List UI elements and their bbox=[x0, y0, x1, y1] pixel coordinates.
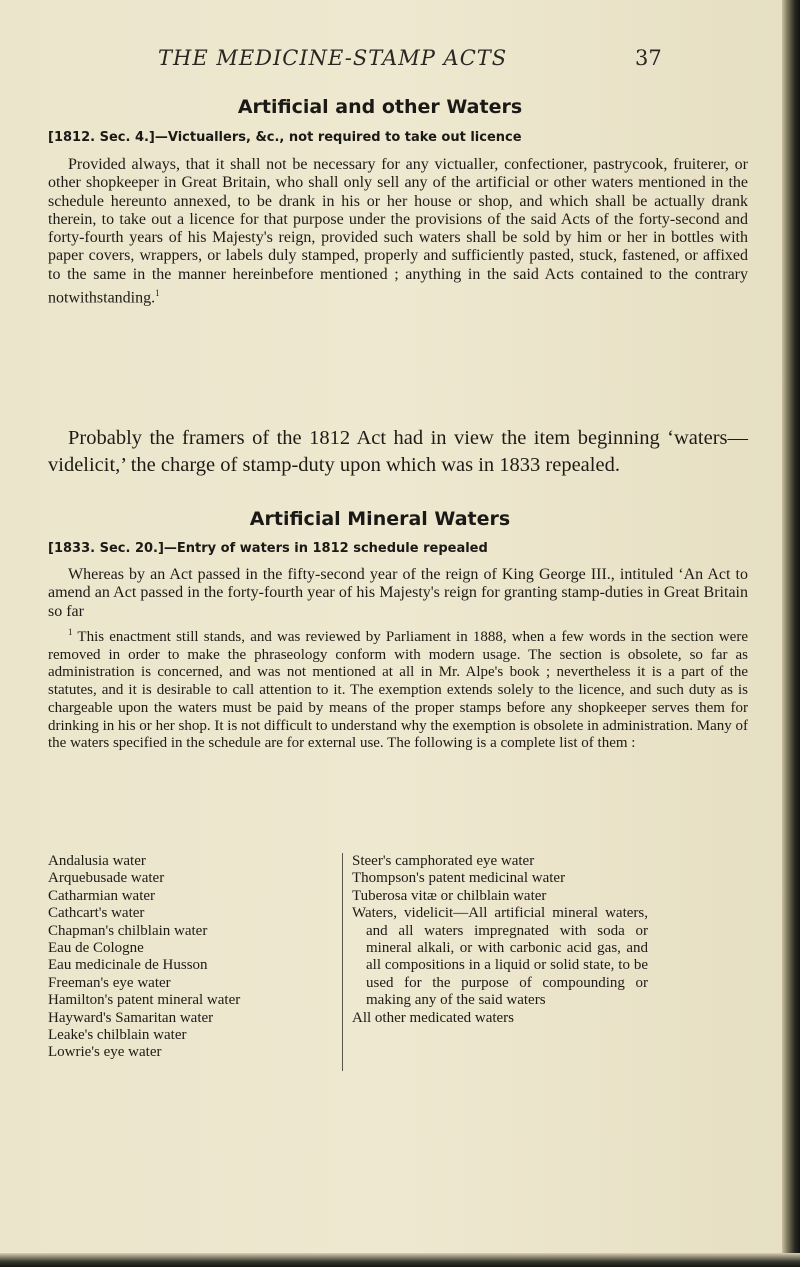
page-bottom-shadow bbox=[0, 1253, 800, 1267]
list-item: Cathcart's water bbox=[48, 905, 145, 922]
list-item: Tuberosa vitæ or chilblain water bbox=[352, 887, 547, 904]
list-item: Catharmian water bbox=[48, 887, 156, 904]
list-item: Andalusia water bbox=[48, 853, 146, 869]
column-divider bbox=[342, 853, 343, 1071]
running-title: THE MEDICINE-STAMP ACTS bbox=[158, 46, 508, 70]
section-subheading-1833: [1833. Sec. 20.]—Entry of waters in 1812 schedule repealed bbox=[48, 541, 488, 556]
section-subheading-1812: [1812. Sec. 4.]—Victuallers, &c., not required to take out licence bbox=[48, 130, 522, 145]
list-item: Lowrie's eye water bbox=[48, 1044, 162, 1061]
list-item: Eau medicinale de Husson bbox=[48, 957, 208, 974]
list-item: Hamilton's patent mineral water bbox=[48, 992, 241, 1009]
footnote-ref: 1 bbox=[155, 288, 160, 299]
list-item: Freeman's eye water bbox=[48, 974, 171, 991]
section-1833-text: Whereas by an Act passed in the fifty-second year of the reign of King George III., intituled ‘An Act to amend an Act passed in the forty-fourth year of his Majesty's reign for granting stamp-duties in Great Britain so far bbox=[48, 566, 748, 620]
footnote bbox=[48, 624, 748, 753]
list-item: All other medicated waters bbox=[352, 1009, 515, 1026]
waters-list-left bbox=[48, 853, 348, 1062]
footnote-text: This enactment still stands, and was reviewed by Parliament in 1888, when a few words in the section were removed in order to make the phraseology conform with modern usage. The section is obsolete, so far as administration is concerned, and was not mentioned at all in Mr. Alpe's book ; nevertheless it is a part of the statutes, and it is desirable to call attention to it. The exemption extends solely to the licence, and such duty as is chargeable upon the waters must be paid by means of the proper stamps before any shopkeeper serves them for drinking in his or her shop. It is not difficult to understand why the exemption is obsolete in administration. Many of the waters specified in the schedule are for external use. The following is a complete list of them : bbox=[48, 629, 748, 752]
page-header bbox=[0, 46, 760, 76]
waters-list-right bbox=[352, 853, 648, 1027]
section-heading-mineral-waters: Artificial Mineral Waters bbox=[249, 508, 511, 530]
list-item: Leake's chilblain water bbox=[48, 1027, 187, 1044]
section-1812-text bbox=[48, 156, 748, 308]
commentary-paragraph: Probably the framers of the 1812 Act had in view the item beginning ‘waters—videlicit,’ the charge of stamp-duty upon which was in 1833 repealed. bbox=[48, 427, 748, 476]
page-edge-shadow bbox=[782, 0, 800, 1267]
list-item: Hayward's Samaritan water bbox=[48, 1009, 214, 1026]
section-1812-body: Provided always, that it shall not be necessary for any victualler, confectioner, pastrycook, fruiterer, or other shopkeeper in Great Britain, who shall only sell any of the artificial or other waters mentioned in the schedule hereunto annexed, to be drank in his or her house or shop, and which shall be actually drank therein, to take out a licence for that purpose under the provisions of the said Acts of the forty-second and forty-fourth years of his Majesty's reign, provided such waters shall be sold by him or her in bottles with paper covers, wrappers, or labels duly stamped, properly and sufficiently pasted, stuck, fastened, or affixed to the same in the manner hereinbefore mentioned ; anything in the said Acts contained to the contrary notwithstanding. bbox=[48, 156, 748, 307]
page-number: 37 bbox=[635, 46, 662, 70]
list-item: Chapman's chilblain water bbox=[48, 922, 208, 939]
list-item: Eau de Cologne bbox=[48, 940, 144, 957]
footnote-marker: 1 bbox=[68, 627, 73, 637]
list-item: Arquebusade water bbox=[48, 870, 165, 887]
list-item: Waters, videlicit—All artificial mineral waters, and all waters impregnated with soda or mineral alkali, or with carbonic acid gas, and all compositions in a liquid or solid state, to be used for the purpose of compounding or making any of the said waters bbox=[352, 905, 648, 1009]
list-item: Thompson's patent medicinal water bbox=[352, 870, 566, 887]
list-item: Steer's camphorated eye water bbox=[352, 853, 535, 869]
section-heading-artificial-waters: Artificial and other Waters bbox=[237, 96, 523, 118]
